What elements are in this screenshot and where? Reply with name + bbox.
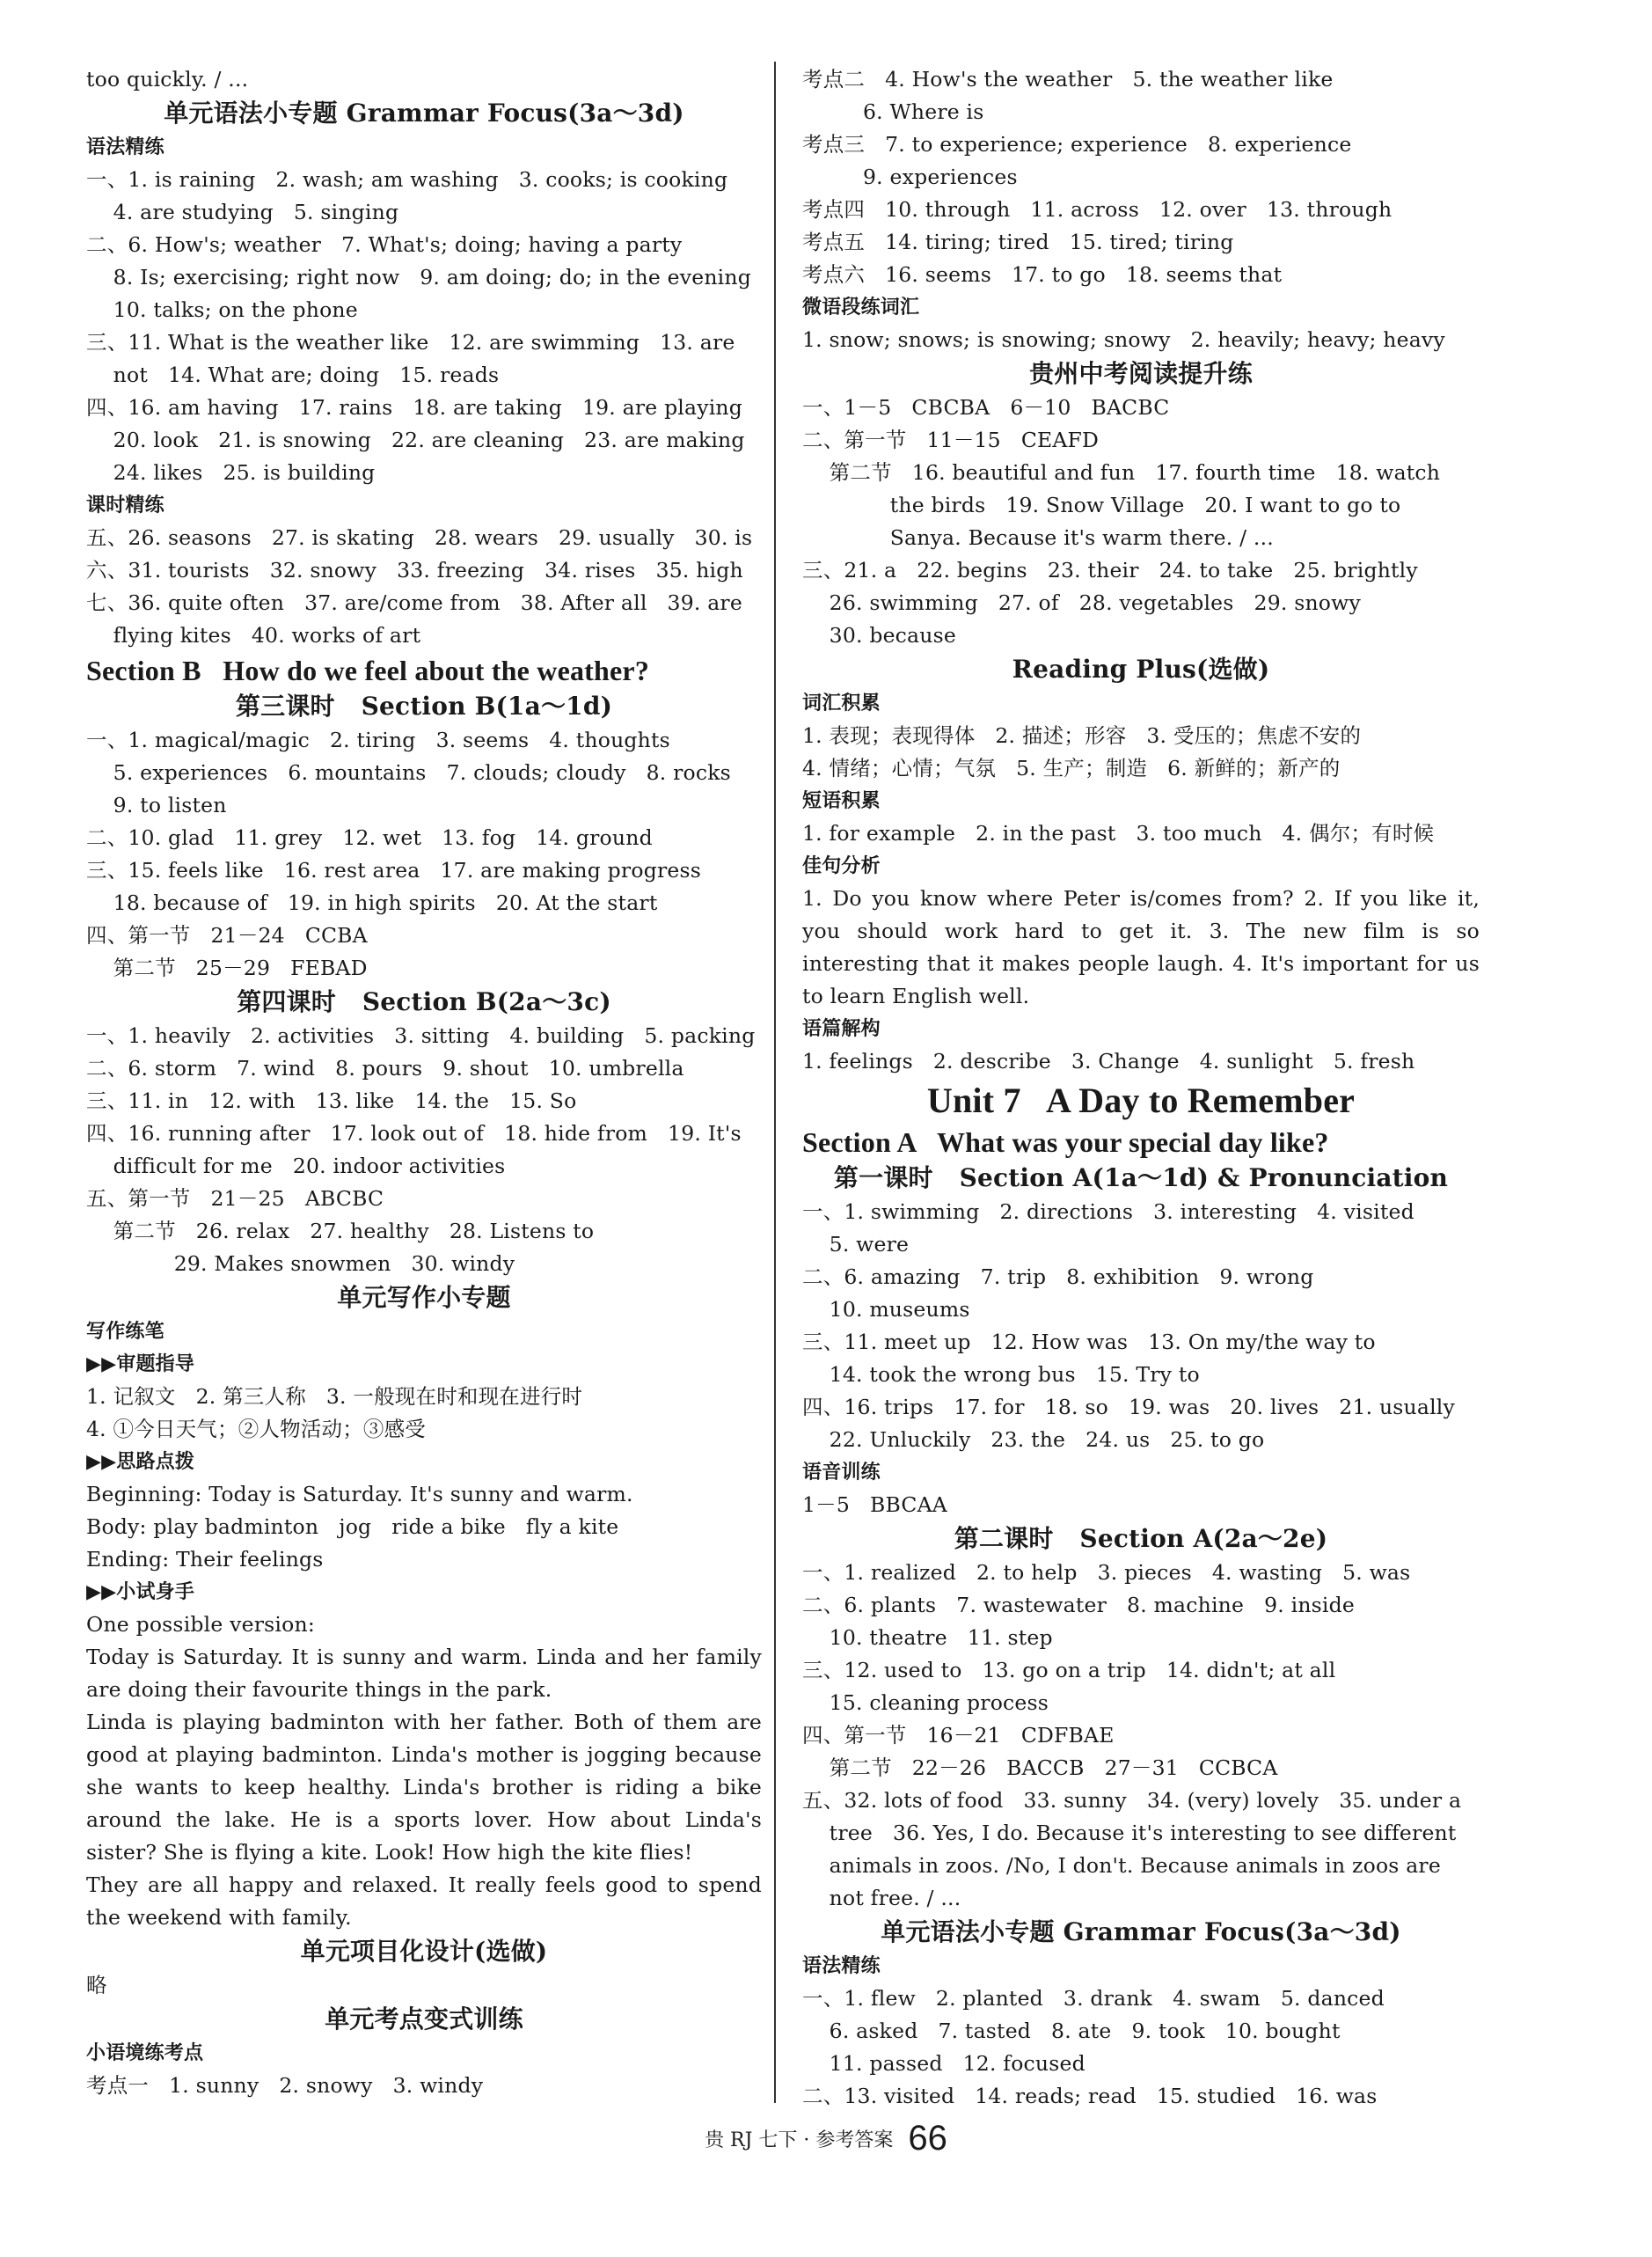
left-subsection-label: 语法精练 — [86, 136, 164, 158]
right-line: 考点六 16. seems 17. to go 18. seems that — [802, 262, 1283, 287]
right-line: 考点五 14. tiring; tired 15. tired; tiring — [802, 230, 1234, 254]
right-line: not free. / ... — [802, 1886, 961, 1910]
left-line: 三、15. feels like 16. rest area 17. are making progress — [86, 858, 702, 883]
left-line: 二、6. storm 7. wind 8. pours 9. shout 10. umbrella — [86, 1056, 684, 1081]
left-line: 一、1. magical/magic 2. tiring 3. seems 4. thoughts — [86, 728, 670, 752]
right-lesson-heading: Reading Plus(选做) — [1012, 655, 1270, 684]
right-line: 二、13. visited 14. reads; read 15. studied 16. was — [802, 2084, 1378, 2108]
right-line: 22. Unluckily 23. the 24. us 25. to go — [802, 1427, 1265, 1452]
left-lesson-heading: 第四课时 Section B(2a～3c) — [237, 987, 611, 1016]
right-line: 1. snow; snows; is snowing; snowy 2. heavily; heavy; heavy — [802, 327, 1445, 352]
left-lesson-heading: 单元考点变式训练 — [325, 2004, 523, 2033]
right-subsection-label: 语音训练 — [802, 1462, 881, 1484]
left-line: not 14. What are; doing 15. reads — [86, 363, 500, 387]
left-line: Ending: Their feelings — [86, 1547, 324, 1572]
right-line: the birds 19. Snow Village 20. I want to go to — [802, 493, 1401, 517]
right-line: 10. museums — [802, 1297, 970, 1322]
right-line: 30. because — [802, 623, 956, 648]
left-line: 1. 记叙文 2. 第三人称 3. 一般现在时和现在进行时 — [86, 1384, 583, 1409]
right-line: 6. asked 7. tasted 8. ate 9. took 10. bought — [802, 2019, 1341, 2043]
left-writing-step-label: ▶▶思路点拨 — [86, 1451, 195, 1473]
right-line: 9. experiences — [802, 165, 1018, 189]
right-line: 二、6. amazing 7. trip 8. exhibition 9. wrong — [802, 1264, 1314, 1289]
page-footer — [0, 2116, 1652, 2160]
left-line: Beginning: Today is Saturday. It's sunny and warm. — [86, 1482, 633, 1506]
right-line: 1. 表现；表现得体 2. 描述；形容 3. 受压的；焦虑不安的 — [802, 723, 1362, 748]
right-lesson-heading: 贵州中考阅读提升练 — [1029, 359, 1253, 388]
page-number: 66 — [908, 2119, 947, 2158]
left-line: 二、6. How's; weather 7. What's; doing; having a party — [86, 232, 683, 257]
left-line: too quickly. / ... — [86, 67, 249, 92]
left-line: 10. talks; on the phone — [86, 297, 358, 322]
right-line: 二、6. plants 7. wastewater 8. machine 9. inside — [802, 1593, 1355, 1617]
left-line: 18. because of 19. in high spirits 20. At the start — [86, 890, 658, 915]
right-lesson-heading: 单元语法小专题 Grammar Focus(3a～3d) — [881, 1917, 1401, 1946]
right-line: 6. Where is — [802, 99, 984, 124]
left-line: 二、10. glad 11. grey 12. wet 13. fog 14. ground — [86, 825, 653, 850]
right-line: 三、21. a 22. begins 23. their 24. to take 25. brightly — [802, 558, 1418, 583]
left-line: 四、16. running after 17. look out of 18. hide from 19. It's — [86, 1121, 742, 1146]
left-lesson-heading: 单元语法小专题 Grammar Focus(3a～3d) — [164, 99, 684, 128]
left-line: flying kites 40. works of art — [86, 623, 421, 648]
left-lesson-heading: 单元项目化设计(选做) — [300, 1937, 548, 1966]
right-line: 15. cleaning process — [802, 1690, 1049, 1715]
left-line: 20. look 21. is snowing 22. are cleaning 23. are making — [86, 428, 745, 452]
left-paragraph: They are all happy and relaxed. It really feels good to spend the weekend with family. — [86, 1872, 762, 1930]
right-line: tree 36. Yes, I do. Because it's interesting to see different — [802, 1821, 1457, 1845]
right-line: Sanya. Because it's warm there. / ... — [802, 525, 1274, 550]
answer-column-left — [86, 63, 762, 2102]
right-line: 5. were — [802, 1232, 910, 1257]
right-line: 一、1. flew 2. planted 3. drank 4. swam 5. danced — [802, 1986, 1385, 2011]
left-line: 一、1. heavily 2. activities 3. sitting 4. building 5. packing — [86, 1023, 756, 1048]
right-line: 考点四 10. through 11. across 12. over 13. through — [802, 197, 1393, 222]
left-line: 五、26. seasons 27. is skating 28. wears 29. usually 30. is — [86, 525, 753, 550]
left-subsection-label: 写作练笔 — [86, 1321, 164, 1343]
right-unit-title: Unit 7 A Day to Remember — [926, 1081, 1356, 1120]
right-line: 第二节 16. beautiful and fun 17. fourth time 18. watch — [802, 460, 1441, 485]
left-line: 四、第一节 21－24 CCBA — [86, 923, 368, 948]
right-line: 四、第一节 16－21 CDFBAE — [802, 1723, 1115, 1748]
right-lesson-heading: 第二课时 Section A(2a～2e) — [954, 1524, 1328, 1553]
right-lesson-heading: 第一课时 Section A(1a～1d) & Pronunciation — [833, 1163, 1449, 1192]
right-line: 一、1. realized 2. to help 3. pieces 4. wasting 5. was — [802, 1560, 1411, 1585]
left-line: difficult for me 20. indoor activities — [86, 1154, 506, 1178]
right-subsection-label: 短语积累 — [802, 790, 881, 812]
left-line: One possible version: — [86, 1612, 315, 1637]
right-line: 二、第一节 11－15 CEAFD — [802, 428, 1100, 452]
left-line: 29. Makes snowmen 30. windy — [86, 1251, 515, 1276]
left-line: 七、36. quite often 37. are/come from 38. After all 39. are — [86, 590, 742, 615]
right-subsection-label: 佳句分析 — [802, 855, 881, 877]
right-subsection-label: 语法精练 — [802, 1955, 881, 1977]
right-subsection-label: 语篇解构 — [802, 1018, 881, 1040]
right-section-title: Section A What was your special day like? — [802, 1126, 1329, 1158]
right-line: 考点三 7. to experience; experience 8. experience — [802, 132, 1352, 157]
left-line: 第二节 26. relax 27. healthy 28. Listens to — [86, 1219, 595, 1243]
right-line: 四、16. trips 17. for 18. so 19. was 20. lives 21. usually — [802, 1395, 1455, 1419]
left-lesson-heading: 第三课时 Section B(1a～1d) — [235, 692, 613, 721]
left-line: 三、11. in 12. with 13. like 14. the 15. So — [86, 1088, 577, 1113]
right-subsection-label: 微语段练词汇 — [802, 297, 920, 319]
right-line: animals in zoos. /No, I don't. Because animals in zoos are — [802, 1853, 1441, 1878]
left-writing-step-label: ▶▶审题指导 — [86, 1353, 195, 1375]
right-line: 1－5 BBCAA — [802, 1492, 947, 1517]
right-line: 考点二 4. How's the weather 5. the weather like — [802, 67, 1334, 92]
left-line: 4. ①今日天气；②人物活动；③感受 — [86, 1417, 426, 1441]
left-line: Body: play badminton jog ride a bike fly a kite — [86, 1514, 619, 1539]
left-line: 8. Is; exercising; right now 9. am doing; do; in the evening — [86, 265, 751, 289]
left-line: 一、1. is raining 2. wash; am washing 3. cooks; is cooking — [86, 167, 728, 192]
left-line: 略 — [86, 1973, 107, 1997]
left-paragraph: Today is Saturday. It is sunny and warm. Linda and her family are doing their favourite things in the park. — [86, 1645, 762, 1702]
right-line: 14. took the wrong bus 15. Try to — [802, 1362, 1200, 1387]
right-paragraph: 1. Do you know where Peter is/comes from? 2. If you like it, you should work hard to get it. 3. The new film is so interesting that it makes people laugh. 4. It's important for us to learn English well. — [802, 886, 1480, 1008]
left-line: 考点一 1. sunny 2. snowy 3. windy — [86, 2073, 484, 2098]
left-subsection-label: 小语境练考点 — [86, 2042, 204, 2064]
right-line: 一、1. swimming 2. directions 3. interesting 4. visited — [802, 1199, 1414, 1224]
right-line: 11. passed 12. focused — [802, 2051, 1085, 2076]
left-line: 六、31. tourists 32. snowy 33. freezing 34. rises 35. high — [86, 558, 743, 583]
right-line: 五、32. lots of food 33. sunny 34. (very) lovely 35. under a — [802, 1788, 1462, 1813]
left-writing-step-label: ▶▶小试身手 — [86, 1581, 195, 1603]
right-line: 三、12. used to 13. go on a trip 14. didn't; at all — [802, 1658, 1336, 1682]
right-line: 一、1－5 CBCBA 6－10 BACBC — [802, 395, 1170, 420]
right-line: 26. swimming 27. of 28. vegetables 29. snowy — [802, 590, 1361, 615]
answer-column-right — [802, 63, 1480, 2113]
right-line: 第二节 22－26 BACCB 27－31 CCBCA — [802, 1755, 1278, 1780]
column-divider — [774, 62, 776, 2103]
left-line: 第二节 25－29 FEBAD — [86, 956, 368, 980]
left-line: 4. are studying 5. singing — [86, 200, 399, 224]
left-line: 四、16. am having 17. rains 18. are taking 19. are playing — [86, 395, 743, 420]
right-line: 10. theatre 11. step — [802, 1625, 1053, 1650]
left-line: 5. experiences 6. mountains 7. clouds; cloudy 8. rocks — [86, 760, 731, 785]
right-line: 4. 情绪；心情；气氛 5. 生产；制造 6. 新鲜的；新产的 — [802, 756, 1341, 780]
left-subsection-label: 课时精练 — [86, 495, 164, 517]
left-lesson-heading: 单元写作小专题 — [337, 1283, 511, 1312]
left-line: 24. likes 25. is building — [86, 460, 376, 485]
left-line: 五、第一节 21－25 ABCBC — [86, 1186, 384, 1211]
right-line: 1. feelings 2. describe 3. Change 4. sunlight 5. fresh — [802, 1049, 1415, 1074]
right-line: 1. for example 2. in the past 3. too much 4. 偶尔；有时候 — [802, 821, 1435, 846]
right-line: 三、11. meet up 12. How was 13. On my/the way to — [802, 1330, 1376, 1354]
footer-label: 贵 RJ 七下 · 参考答案 — [705, 2129, 894, 2151]
left-line: 9. to listen — [86, 793, 227, 817]
left-line: 三、11. What is the weather like 12. are swimming 13. are — [86, 330, 735, 355]
left-section-title: Section B How do we feel about the weather? — [86, 655, 650, 686]
left-paragraph: Linda is playing badminton with her father. Both of them are good at playing badminton. Linda's mother is jogging because she wants to keep healthy. Linda's brother is riding a bike around the lake. He is a sports lover. How about Linda's sister? She is flying a kite. Look! How high the kite flies! — [86, 1710, 762, 1865]
right-subsection-label: 词汇积累 — [802, 692, 881, 714]
